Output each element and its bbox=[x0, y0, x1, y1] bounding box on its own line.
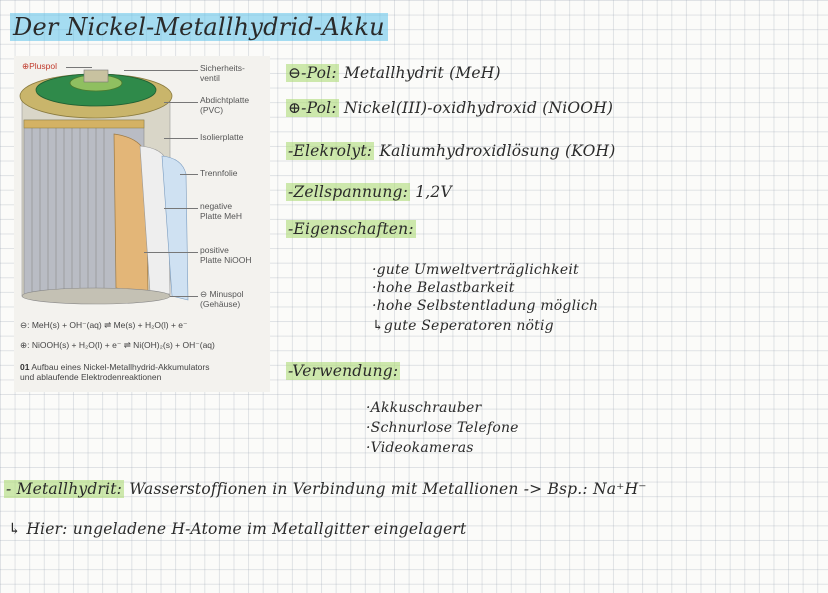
eigenschaften-label: -Eigenschaften: bbox=[288, 220, 414, 238]
elektrolyt-label: -Elekrolyt: bbox=[288, 142, 373, 160]
label-trennfolie: Trennfolie bbox=[200, 168, 238, 178]
figure-caption bbox=[20, 362, 209, 382]
verwendung-item: ·Akkuschrauber bbox=[366, 400, 482, 416]
label-abdichtplatte: Abdichtplatte (PVC) bbox=[200, 95, 250, 115]
minus-pol-value: Metallhydrit (MeH) bbox=[343, 64, 501, 82]
leader-trennfolie bbox=[180, 174, 198, 175]
caption-line1: Aufbau eines Nickel-Metallhydrid-Akkumulators bbox=[31, 362, 210, 372]
eigenschaften-item: ·hohe Selbstentladung möglich bbox=[372, 298, 599, 314]
eigenschaften-item: ·gute Umweltverträglichkeit bbox=[372, 262, 579, 278]
leader-minuspol bbox=[170, 296, 198, 297]
note-eigenschaften bbox=[286, 220, 416, 238]
leader-pluspol bbox=[66, 67, 92, 68]
note-elektrolyt bbox=[286, 142, 616, 160]
note-verwendung bbox=[286, 362, 400, 380]
note-zellspannung bbox=[286, 183, 452, 201]
verwendung-item: ·Videokameras bbox=[366, 440, 474, 456]
label-isolierplatte: Isolierplatte bbox=[200, 132, 244, 142]
leader-negative-platte bbox=[164, 208, 198, 209]
note-plus-pol bbox=[286, 99, 613, 117]
metallhydrit-label: - Metallhydrit: bbox=[6, 480, 123, 498]
leader-positive-platte bbox=[144, 252, 198, 253]
label-negative-platte: negative Platte MeH bbox=[200, 201, 243, 221]
note-metallhydrit bbox=[4, 480, 647, 498]
plus-pol-label: ⊕-Pol: bbox=[288, 99, 337, 117]
caption-line2: und ablaufende Elektrodenreaktionen bbox=[20, 372, 162, 382]
eigenschaften-item: ·hohe Belastbarkeit bbox=[372, 280, 515, 296]
elektrolyt-value: Kaliumhydroxidlösung (KOH) bbox=[379, 142, 616, 160]
metallhydrit-text: Wasserstoffionen in Verbindung mit Metallionen -> Bsp.: Na⁺H⁻ bbox=[129, 480, 647, 498]
zellspannung-value: 1,2V bbox=[415, 183, 452, 201]
label-pluspol: ⊕Pluspol bbox=[22, 61, 58, 71]
verwendung-item: ·Schnurlose Telefone bbox=[366, 420, 519, 436]
zellspannung-label: -Zellspannung: bbox=[288, 183, 409, 201]
eigenschaften-item: ↳gute Seperatoren nötig bbox=[372, 318, 554, 334]
label-positive-platte: positive Platte NiOOH bbox=[200, 245, 252, 265]
minus-pol-label: ⊖-Pol: bbox=[288, 64, 337, 82]
battery-figure bbox=[14, 56, 270, 392]
equation-positive: ⊕: NiOOH(s) + H₂O(l) + e⁻ ⇌ Ni(OH)₂(s) + OH⁻(aq) bbox=[20, 340, 215, 350]
equation-negative: ⊖: MeH(s) + OH⁻(aq) ⇌ Me(s) + H₂O(l) + e⁻ bbox=[20, 320, 188, 330]
label-sicherheitsventil: Sicherheits- ventil bbox=[200, 63, 245, 83]
note-hier: ↳ Hier: ungeladene H-Atome im Metallgitter eingelagert bbox=[8, 520, 467, 538]
verwendung-label: -Verwendung: bbox=[288, 362, 399, 380]
leader-abdichtplatte bbox=[164, 102, 198, 103]
note-minus-pol bbox=[286, 64, 501, 82]
plus-pol-value: Nickel(III)-oxidhydroxid (NiOOH) bbox=[343, 99, 614, 117]
page-title: Der Nickel-Metallhydrid-Akku bbox=[10, 14, 388, 40]
caption-number: 01 bbox=[20, 362, 30, 372]
label-minuspol: ⊖ Minuspol (Gehäuse) bbox=[200, 289, 244, 309]
leader-isolierplatte bbox=[164, 138, 198, 139]
leader-sicherheitsventil bbox=[124, 70, 198, 71]
